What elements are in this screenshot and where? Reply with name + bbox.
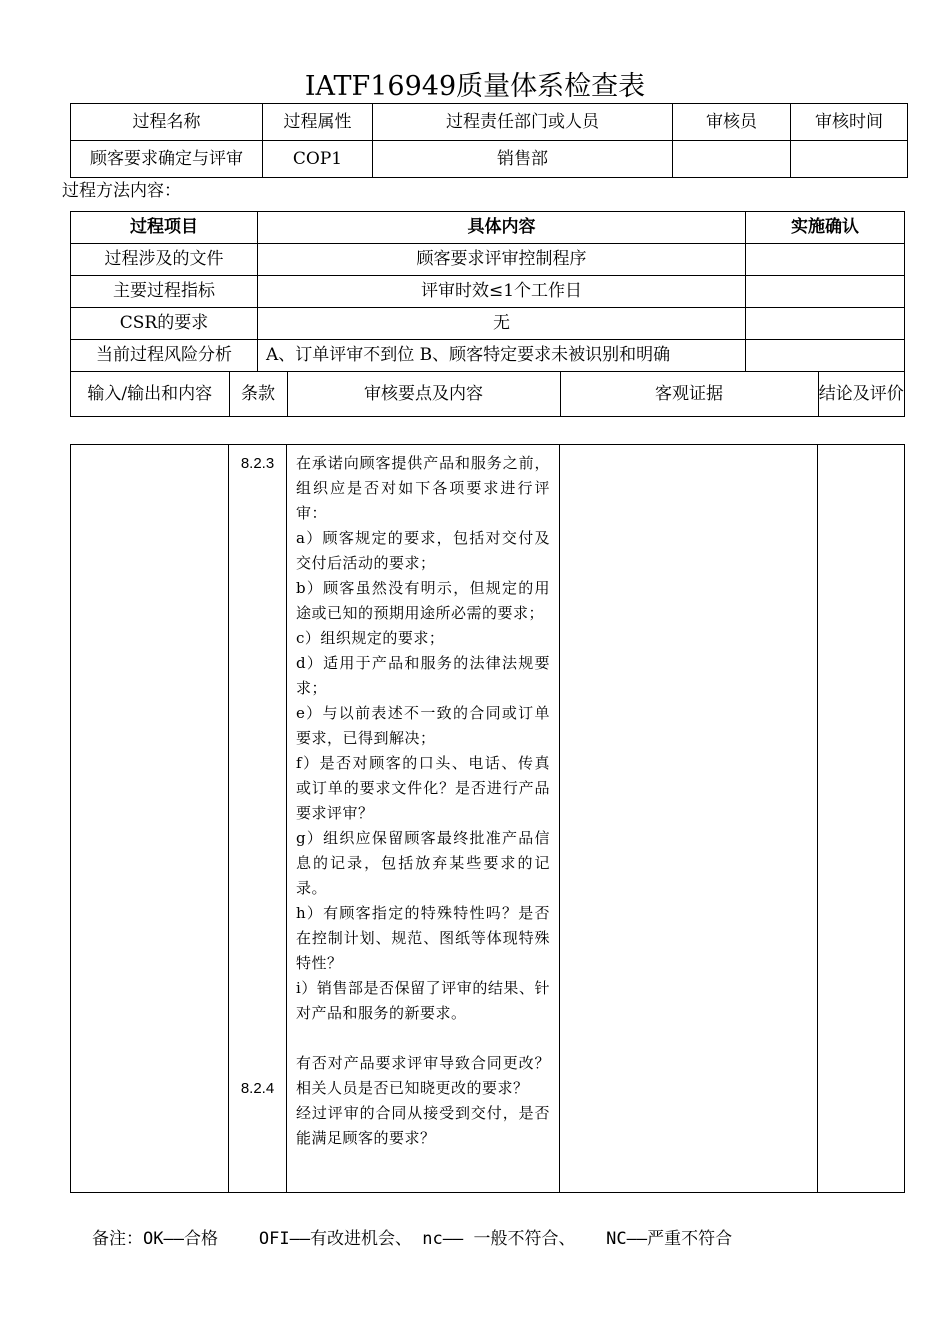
audit-header-row xyxy=(71,372,905,417)
objective-evidence-cell xyxy=(560,445,818,1193)
content-documents: 顾客要求评审控制程序 xyxy=(258,244,746,276)
header-specific-content: 具体内容 xyxy=(258,212,746,244)
requirement-d: d）适用于产品和服务的法律法规要求； xyxy=(296,654,550,697)
method-label: 过程方法内容： xyxy=(62,181,181,201)
requirement-a: a）顾客规定的要求，包括对交付及交付后活动的要求； xyxy=(296,529,550,572)
requirement-b: b）顾客虽然没有明示，但规定的用途或已知的预期用途所必需的要求； xyxy=(296,579,550,622)
header-conclusion: 结论及评价 xyxy=(818,384,904,404)
io-content-cell xyxy=(71,445,229,1193)
requirement-intro: 在承诺向顾客提供产品和服务之前，组织应是否对如下各项要求进行评审： xyxy=(296,454,550,522)
requirement-f: f）是否对顾客的口头、电话、传真或订单的要求文件化？是否进行产品要求评审？ xyxy=(296,754,550,822)
page-title: IATF16949质量体系检查表 xyxy=(304,71,646,102)
clause-8-2-4: 8.2.4 xyxy=(240,1080,275,1097)
process-method-table xyxy=(70,211,905,417)
label-process-name: 过程名称 xyxy=(71,104,263,141)
header-implementation-confirm: 实施确认 xyxy=(746,212,905,244)
requirement-c: c）组织规定的要求； xyxy=(296,629,445,647)
value-process-attribute: COP1 xyxy=(263,141,373,178)
confirm-csr xyxy=(746,308,905,340)
conclusion-cell xyxy=(818,445,905,1193)
process-header-table xyxy=(70,103,908,178)
item-kpi: 主要过程指标 xyxy=(71,276,258,308)
requirement-change: 有否对产品要求评审导致合同更改？相关人员是否已知晓更改的要求？ xyxy=(296,1054,550,1097)
audit-points-cell xyxy=(287,445,560,1193)
confirm-documents xyxy=(746,244,905,276)
label-responsible-dept: 过程责任部门或人员 xyxy=(373,104,673,141)
item-risk: 当前过程风险分析 xyxy=(71,340,258,372)
item-csr: CSR的要求 xyxy=(71,308,258,340)
label-process-attribute: 过程属性 xyxy=(263,104,373,141)
label-auditor: 审核员 xyxy=(673,104,791,141)
value-audit-time xyxy=(791,141,908,178)
clause-8-2-3: 8.2.3 xyxy=(240,455,275,472)
audit-detail-table xyxy=(70,444,905,1193)
requirement-g: g）组织应保留顾客最终批准产品信息的记录，包括放弃某些要求的记录。 xyxy=(296,829,550,897)
header-process-item: 过程项目 xyxy=(71,212,258,244)
clause-cell xyxy=(229,445,287,1193)
requirement-e: e）与以前表述不一致的合同或订单要求，已得到解决； xyxy=(296,704,550,747)
header-clause: 条款 xyxy=(229,372,287,416)
requirement-h: h）有顾客指定的特殊特性吗？是否在控制计划、规范、图纸等体现特殊特性？ xyxy=(296,904,550,972)
header-io-content: 输入/输出和内容 xyxy=(71,372,229,416)
footnote: 备注：OK——合格 OFI——有改进机会、 nc—— 一般不符合、 NC——严重不符合 xyxy=(92,1229,733,1249)
content-risk: A、订单评审不到位 B、顾客特定要求未被识别和明确 xyxy=(258,340,746,372)
content-csr: 无 xyxy=(258,308,746,340)
content-kpi: 评审时效≤1个工作日 xyxy=(258,276,746,308)
value-process-name: 顾客要求确定与评审 xyxy=(71,141,263,178)
value-auditor xyxy=(673,141,791,178)
header-audit-points: 审核要点及内容 xyxy=(287,372,560,416)
value-responsible-dept: 销售部 xyxy=(373,141,673,178)
requirement-i: i）销售部是否保留了评审的结果、针对产品和服务的新要求。 xyxy=(296,979,550,1022)
header-objective-evidence: 客观证据 xyxy=(560,372,818,416)
label-audit-time: 审核时间 xyxy=(791,104,908,141)
item-documents: 过程涉及的文件 xyxy=(71,244,258,276)
requirement-delivery: 经过评审的合同从接受到交付，是否能满足顾客的要求？ xyxy=(296,1104,550,1147)
confirm-kpi xyxy=(746,276,905,308)
confirm-risk xyxy=(746,340,905,372)
